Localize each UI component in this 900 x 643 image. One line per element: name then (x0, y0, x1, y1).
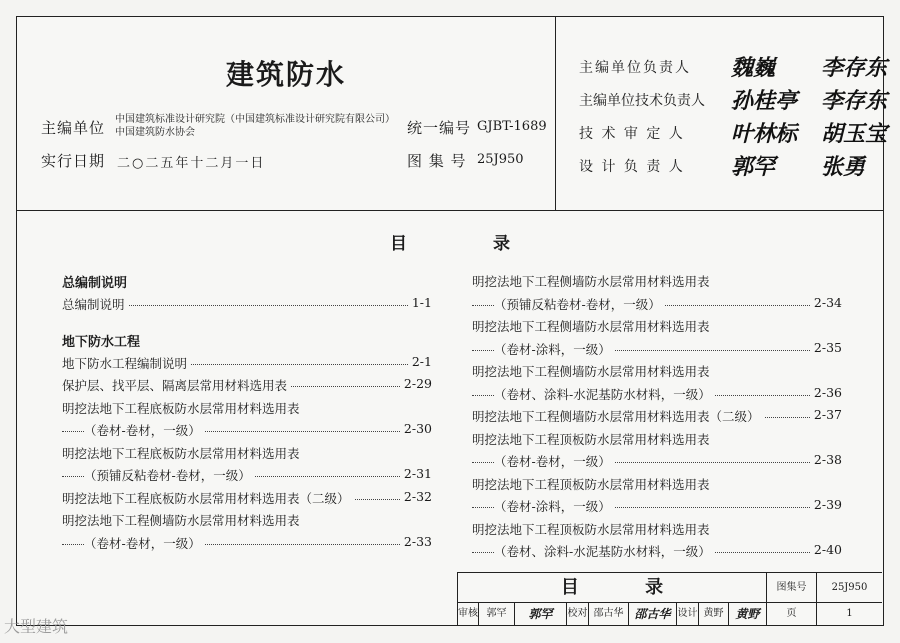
toc-entry (62, 295, 432, 318)
code-value: GJBT-1689 (477, 119, 547, 134)
toc-page-number: 2-34 (810, 295, 842, 310)
toc-left-column (62, 272, 432, 556)
signature-1: 魏巍 (731, 55, 776, 81)
toc-page-number: 2-39 (810, 497, 842, 512)
drawing-sheet (16, 16, 888, 626)
toc-page-number: 1-1 (408, 295, 432, 310)
signature-label: 主编单位负责人 (579, 60, 691, 76)
toc-right-column (472, 272, 842, 565)
toc-page-number: 2-35 (810, 340, 842, 355)
signature-1: 郭罕 (731, 154, 776, 180)
atlas-number-value: 25J950 (816, 573, 882, 603)
toc-entry-title (472, 272, 842, 295)
toc-entry-text: （卷材-卷材，一级） (494, 452, 615, 470)
toc-entry-title (472, 362, 842, 385)
review-name: 郭罕 (478, 603, 514, 625)
toc-entry-text: （卷材-涂料，一级） (494, 340, 615, 358)
toc-page-number: 2-1 (408, 354, 432, 369)
toc-entry (62, 466, 432, 489)
toc-entry (62, 534, 432, 557)
signature-2: 胡玉宝 (821, 121, 888, 147)
signature-1: 叶林标 (731, 121, 798, 147)
toc-entry (472, 407, 842, 430)
design-name: 黄野 (698, 603, 728, 625)
toc-section-heading (62, 272, 432, 295)
atlas-number-label: 图 集 号 (407, 152, 467, 170)
toc-page-number: 2-36 (810, 385, 842, 400)
toc-entry-text: （卷材-卷材，一级） (84, 421, 205, 439)
toc-entry (472, 385, 842, 408)
date-label: 实行日期 (41, 152, 106, 170)
signature-2: 张勇 (821, 154, 866, 180)
toc-page-number: 2-32 (400, 489, 432, 504)
toc-gap (62, 317, 432, 331)
toc-page-number: 2-33 (400, 534, 432, 549)
page-label: 页 (766, 603, 816, 625)
toc-entry-text: 明挖法地下工程侧墙防水层常用材料选用表 (472, 317, 714, 335)
toc-entry (472, 295, 842, 318)
toc-heading-text: 总编制说明 (62, 272, 131, 291)
toc-entry-text: 明挖法地下工程底板防水层常用材料选用表 (62, 399, 304, 417)
design-label: 设计 (676, 603, 698, 625)
toc-entry-text: （卷材、涂料-水泥基防水材料，一级） (494, 542, 715, 560)
signature-2: 李存东 (821, 55, 888, 81)
toc-entry (62, 376, 432, 399)
header-block (17, 17, 888, 211)
editor-org-line2: 中国建筑防水协会 (115, 127, 195, 138)
toc-entry-title (62, 511, 432, 534)
signature-label: 设 计 负 责 人 (579, 159, 685, 175)
title-block (457, 572, 882, 625)
editor-label: 主编单位 (41, 119, 106, 137)
toc-entry-text: 明挖法地下工程底板防水层常用材料选用表（二级） (62, 489, 354, 507)
toc-entry-text: 明挖法地下工程侧墙防水层常用材料选用表 (472, 362, 714, 380)
check-name: 邵古华 (588, 603, 628, 625)
toc-entry-text: （预铺反粘卷材-卷材，一级） (494, 295, 665, 313)
check-signature: 邵古华 (628, 603, 676, 625)
toc-entry-title (62, 444, 432, 467)
date-value: 二○二五年十二月一日 (117, 156, 266, 171)
toc-entry (472, 542, 842, 565)
toc-page-number: 2-40 (810, 542, 842, 557)
toc-entry (62, 354, 432, 377)
signature-1: 孙桂亭 (731, 88, 798, 114)
toc-page-number: 2-31 (400, 466, 432, 481)
toc-entry-text: （卷材、涂料-水泥基防水材料，一级） (494, 385, 715, 403)
toc-entry-text: （卷材-涂料，一级） (494, 497, 615, 515)
toc-entry-text: 明挖法地下工程侧墙防水层常用材料选用表 (472, 272, 714, 290)
toc-page-number: 2-37 (810, 407, 842, 422)
toc-entry (472, 452, 842, 475)
signature-label: 主编单位技术负责人 (579, 93, 705, 109)
review-label: 审核 (458, 608, 478, 619)
toc-heading-text: 地下防水工程 (62, 331, 144, 350)
design-signature: 黄野 (728, 603, 766, 625)
toc-entry-title (472, 520, 842, 543)
toc-entry-text: 总编制说明 (62, 295, 129, 313)
toc-page-number: 2-29 (400, 376, 432, 391)
toc-section-heading (62, 331, 432, 354)
page-value: 1 (816, 603, 882, 625)
toc-page-number: 2-38 (810, 452, 842, 467)
review-signature: 郭罕 (514, 603, 566, 625)
check-label: 校对 (566, 603, 588, 625)
atlas-number-label: 图集号 (766, 573, 816, 603)
toc-entry-title (472, 475, 842, 498)
toc-entry-title (472, 430, 842, 453)
toc-page-number: 2-30 (400, 421, 432, 436)
toc-title: 目 录 (390, 234, 550, 254)
toc-entry (472, 497, 842, 520)
toc-entry-text: （预铺反粘卷材-卷材，一级） (84, 466, 255, 484)
toc-entry-text: 明挖法地下工程顶板防水层常用材料选用表 (472, 430, 714, 448)
toc-entry-text: 地下防水工程编制说明 (62, 354, 191, 372)
atlas-title: 建筑防水 (225, 58, 346, 91)
code-label: 统一编号 (407, 119, 472, 137)
toc-entry-text: 明挖法地下工程侧墙防水层常用材料选用表 (62, 511, 304, 529)
toc-entry-text: 明挖法地下工程底板防水层常用材料选用表 (62, 444, 304, 462)
toc-entry-text: 保护层、找平层、隔离层常用材料选用表 (62, 376, 291, 394)
signature-2: 李存东 (821, 88, 888, 114)
toc-entry-text: 明挖法地下工程顶板防水层常用材料选用表 (472, 475, 714, 493)
toc-entry (62, 489, 432, 512)
title-block-title: 目 录 (458, 573, 766, 603)
atlas-number-value: 25J950 (477, 152, 524, 167)
watermark: 大型建筑 (4, 617, 69, 636)
toc-entry-title (472, 317, 842, 340)
toc-entry (472, 340, 842, 363)
editor-org-line1: 中国建筑标准设计研究院（中国建筑标准设计研究院有限公司） (115, 114, 395, 125)
toc-entry-text: （卷材-卷材，一级） (84, 534, 205, 552)
toc-entry-text: 明挖法地下工程顶板防水层常用材料选用表 (472, 520, 714, 538)
toc-entry-text: 明挖法地下工程侧墙防水层常用材料选用表（二级） (472, 407, 764, 425)
toc-entry (62, 421, 432, 444)
toc-entry-title (62, 399, 432, 422)
signature-label: 技 术 审 定 人 (579, 126, 685, 142)
header-left (17, 17, 556, 210)
signature-panel (555, 17, 888, 210)
